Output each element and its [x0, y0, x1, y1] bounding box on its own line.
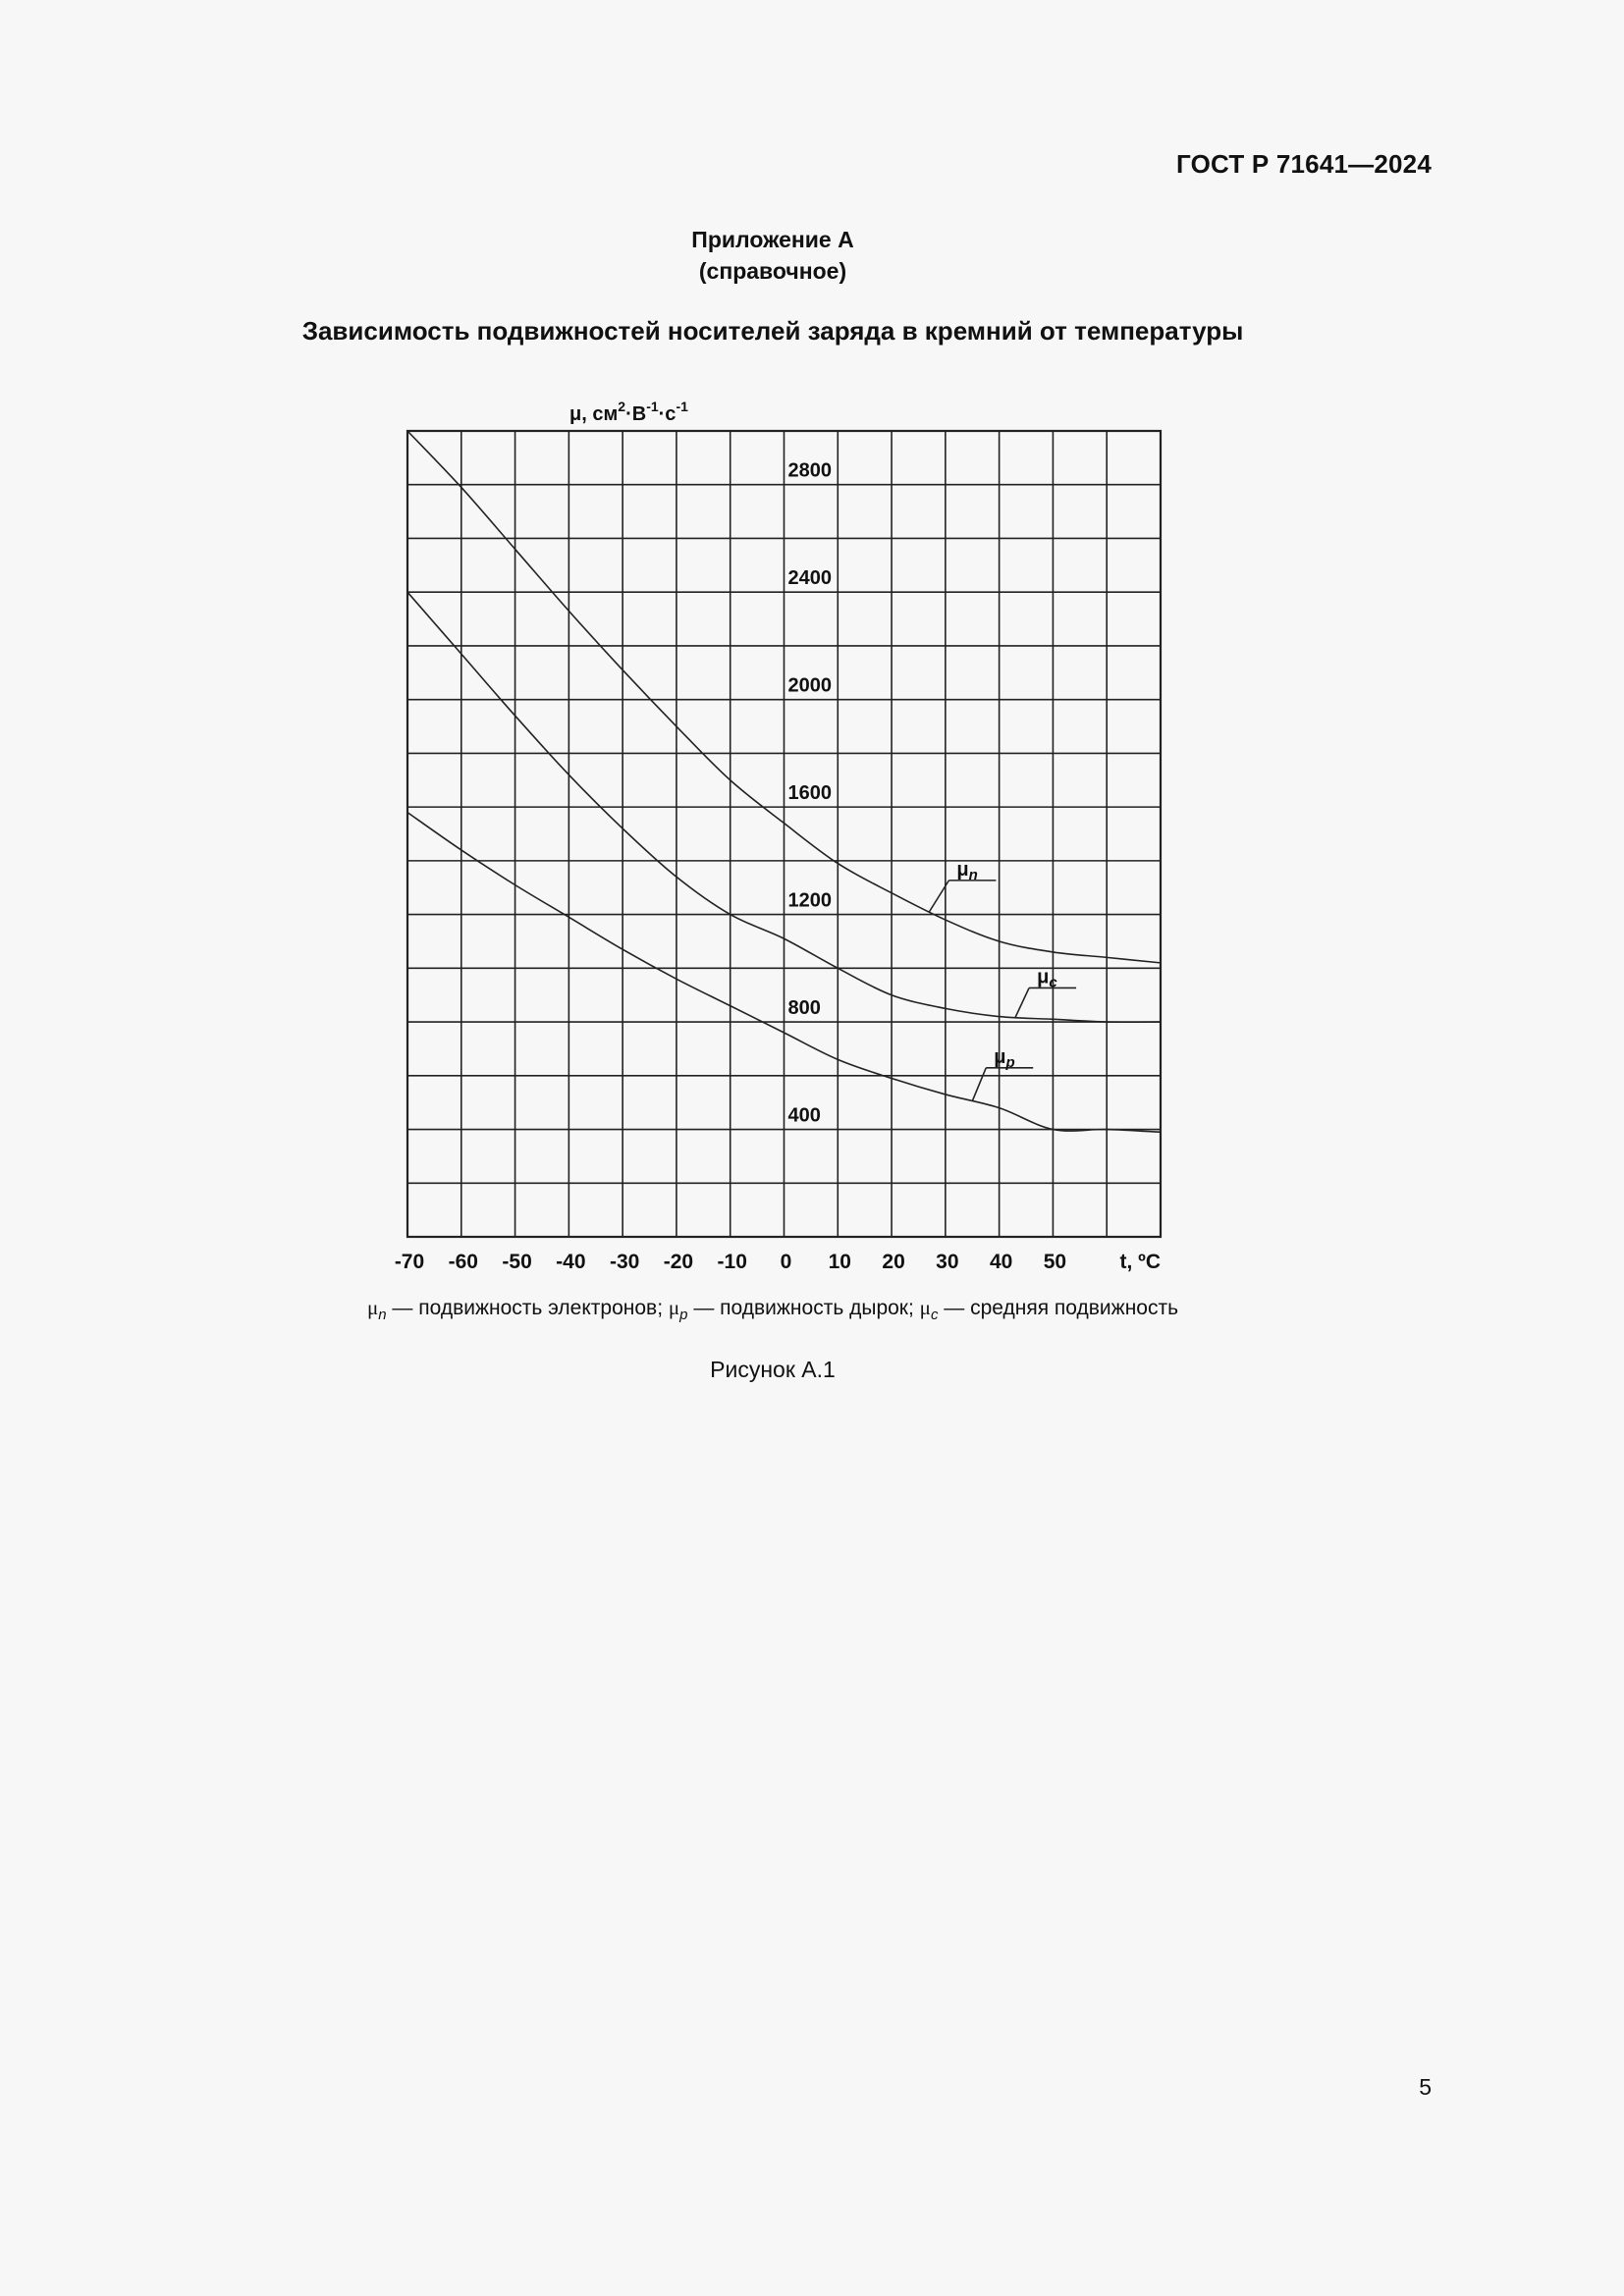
y-axis-label: μ, $см^2\cdot В^{-1}\cdot с^{-1}$	[569, 399, 688, 425]
x-axis-label: t, ºC	[1119, 1251, 1161, 1273]
x-tick-label: -70	[394, 1251, 425, 1273]
mu-c-subscript: c	[930, 1307, 939, 1324]
mu-p-description: — подвижность дырок;	[687, 1297, 920, 1319]
curve-label-mu-p: $\mu_p$	[994, 1045, 1015, 1071]
y-tick-label: 2400	[787, 567, 832, 590]
x-tick-label: -50	[502, 1251, 532, 1273]
x-tick-label: 50	[1043, 1251, 1067, 1273]
y-tick-label: 1200	[787, 889, 832, 912]
y-tick-label: 1600	[787, 782, 832, 805]
document-code: ГОСТ Р 71641—2024	[1176, 149, 1432, 179]
chart-grid	[407, 431, 1161, 1237]
y-tick-labels	[788, 460, 833, 1127]
section-title: Зависимость подвижностей носителей заряда в кремний от температуры	[301, 316, 1244, 346]
y-tick-label: 2000	[787, 674, 832, 697]
curve-leaders	[929, 859, 1076, 1101]
y-tick-label: 800	[787, 997, 821, 1020]
legend-note	[0, 1296, 1545, 1323]
mu-n-description: — подвижность электронов;	[386, 1297, 669, 1319]
x-tick-label: -10	[717, 1251, 747, 1273]
leader-mu-p	[972, 1068, 986, 1101]
mu-p-symbol: μ	[668, 1296, 680, 1319]
curve-label-mu-c: $\mu_c$	[1037, 966, 1057, 991]
x-tick-label: -40	[556, 1251, 586, 1273]
x-tick-label: -60	[448, 1251, 478, 1273]
figure-caption: Рисунок А.1	[710, 1357, 836, 1382]
x-tick-label: -30	[609, 1251, 640, 1273]
mu-n-subscript: n	[378, 1307, 387, 1324]
x-tick-label: -20	[663, 1251, 694, 1273]
mu-c-description: — средняя подвижность	[938, 1297, 1179, 1319]
mu-p-subscript: p	[679, 1307, 688, 1324]
x-tick-label: 30	[936, 1251, 959, 1273]
y-tick-label: 2800	[787, 459, 832, 482]
appendix-title: Приложение А	[691, 227, 854, 252]
mu-n-symbol: μ	[366, 1296, 379, 1319]
x-tick-label: 20	[882, 1251, 905, 1273]
x-tick-label: 40	[989, 1251, 1013, 1273]
page-number: 5	[1419, 2074, 1432, 2100]
curve-label-mu-n: $\mu_n$	[956, 858, 978, 883]
y-tick-label: 400	[787, 1104, 821, 1127]
x-tick-label: 10	[828, 1251, 851, 1273]
mu-c-symbol: μ	[919, 1296, 931, 1319]
x-tick-labels	[395, 1251, 1066, 1273]
appendix-note: (справочное)	[698, 258, 847, 284]
leader-mu-c	[1015, 988, 1029, 1017]
x-tick-label: 0	[780, 1251, 792, 1273]
